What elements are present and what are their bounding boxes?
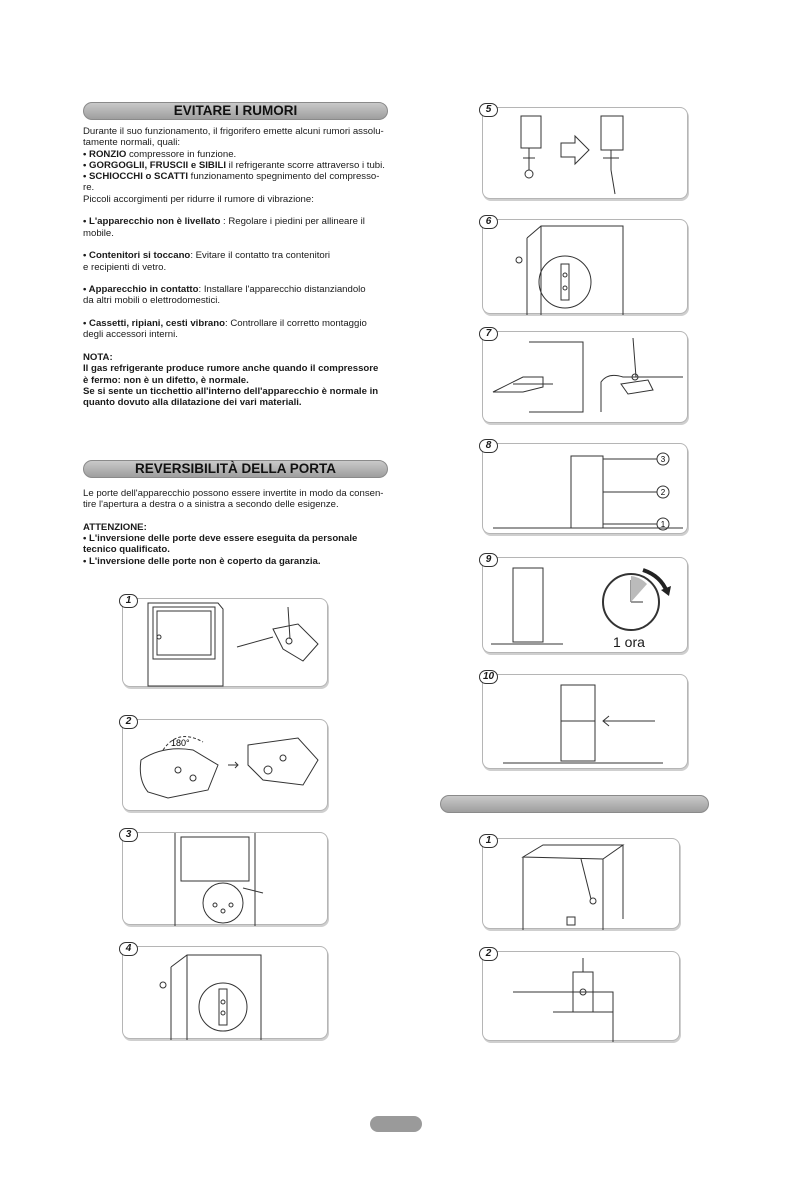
- step-badge-10: 10: [479, 670, 498, 684]
- tip-3: • Apparecchio in contatto: Installare l'apparecchio distanziandolo: [83, 284, 366, 296]
- tip-3-cont: da altri mobili o elettrodomestici.: [83, 295, 221, 307]
- reversibility-intro-1: Le porte dell'apparecchio possono essere invertite in modo da consen-: [83, 488, 384, 499]
- screw-swap-illustration: [483, 108, 689, 200]
- step-badge-bottom-1: 1: [479, 834, 498, 848]
- step-badge-9: 9: [479, 553, 498, 567]
- tip-4-cont: degli accessori interni.: [83, 329, 178, 341]
- page-number-tab: [370, 1116, 422, 1132]
- step-badge-bottom-2: 2: [479, 947, 498, 961]
- step-panel-right-7: [482, 328, 688, 423]
- step-badge-5: 5: [479, 103, 498, 117]
- step-panel-left-4: [122, 943, 328, 1039]
- section-header-noise: EVITARE I RUMORI: [83, 102, 388, 120]
- noise-intro-line-2: tamente normali, quali:: [83, 137, 181, 149]
- wait-one-hour-illustration: [483, 558, 689, 654]
- angle-label: 180°: [171, 738, 190, 748]
- attention-label: ATTENZIONE:: [83, 521, 147, 533]
- step-badge-4: 4: [119, 942, 138, 956]
- hinge-removal-illustration: [123, 599, 329, 688]
- top-cover-illustration: [483, 839, 681, 930]
- noise-item-2: • GORGOGLII, FRUSCII e SIBILI il refrigerante scorre attraverso i tubi.: [83, 159, 385, 171]
- attention-line-2: tecnico qualificato.: [83, 544, 170, 556]
- step-panel-left-3: [122, 829, 328, 925]
- attention-line-3: • L'inversione delle porte non è coperto da garanzia.: [83, 555, 321, 567]
- step-panel-right-9: [482, 554, 688, 653]
- step-badge-2: 2: [119, 715, 138, 729]
- tips-intro: Piccoli accorgimenti per ridurre il rumore di vibrazione:: [83, 193, 314, 205]
- tip-2-cont: e recipienti di vetro.: [83, 261, 167, 273]
- marker-3: 3: [660, 455, 666, 464]
- step-panel-right-8: [482, 440, 688, 534]
- nota-line-2: è fermo: non è un difetto, è normale.: [83, 374, 249, 386]
- door-hinge-illustration: [123, 947, 329, 1040]
- noise-item-3: • SCHIOCCHI o SCATTI funzionamento spegnimento del compresso-: [83, 171, 380, 183]
- step-badge-1: 1: [119, 594, 138, 608]
- step-panel-right-5: [482, 104, 688, 199]
- step-panel-left-2: [122, 716, 328, 811]
- step-badge-3: 3: [119, 828, 138, 842]
- step-panel-left-1: [122, 595, 328, 687]
- step-badge-8: 8: [479, 439, 498, 453]
- tip-2: • Contenitori si toccano: Evitare il contatto tra contenitori: [83, 250, 331, 262]
- reversibility-text: [83, 488, 391, 567]
- marker-1: 1: [660, 520, 666, 529]
- section-header-unlabeled: [440, 795, 709, 813]
- nota-line-1: Il gas refrigerante produce rumore anche quando il compressore: [83, 363, 379, 375]
- noise-intro-line-1: Durante il suo funzionamento, il frigorifero emette alcuni rumori assolu-: [83, 126, 384, 137]
- tip-1-cont: mobile.: [83, 227, 114, 239]
- reversibility-intro-2: tire l'apertura a destra o a sinistra a secondo delle esigenze.: [83, 499, 339, 511]
- hinge-rotation-illustration: [123, 720, 329, 812]
- attention-line-1: • L'inversione delle porte deve essere eseguita da personale: [83, 533, 358, 545]
- nota-line-4: quanto dovuto alla dilatazione dei vari materiali.: [83, 397, 302, 409]
- noise-item-1: • RONZIO compressore in funzione.: [83, 148, 237, 160]
- section-header-reversibility: REVERSIBILITÀ DELLA PORTA: [83, 460, 388, 478]
- marker-2: 2: [660, 488, 666, 497]
- noise-text: [83, 126, 391, 408]
- upper-hinge-illustration: [123, 833, 329, 926]
- top-hinge-mount-illustration: [483, 220, 689, 315]
- lower-hinge-illustration: [483, 332, 689, 424]
- fridge-markers-illustration: [483, 444, 689, 535]
- step-badge-7: 7: [479, 327, 498, 341]
- fridge-level-illustration: [483, 675, 689, 770]
- hinge-bracket-illustration: [483, 952, 681, 1042]
- step-panel-right-6: [482, 216, 688, 314]
- tip-1: • L'apparecchio non è livellato : Regolare i piedini per allineare il: [83, 216, 365, 228]
- time-label: 1 ora: [613, 634, 645, 650]
- step-badge-6: 6: [479, 215, 498, 229]
- step-panel-bottom-right-2: [482, 948, 680, 1041]
- step-panel-bottom-right-1: [482, 835, 680, 929]
- noise-item-3-cont: re.: [83, 182, 95, 194]
- nota-line-3: Se si sente un ticchettio all'interno dell'apparecchio è normale in: [83, 385, 379, 397]
- nota-label: NOTA:: [83, 351, 113, 363]
- step-panel-right-10: [482, 671, 688, 769]
- tip-4: • Cassetti, ripiani, cesti vibrano: Controllare il corretto montaggio: [83, 318, 367, 330]
